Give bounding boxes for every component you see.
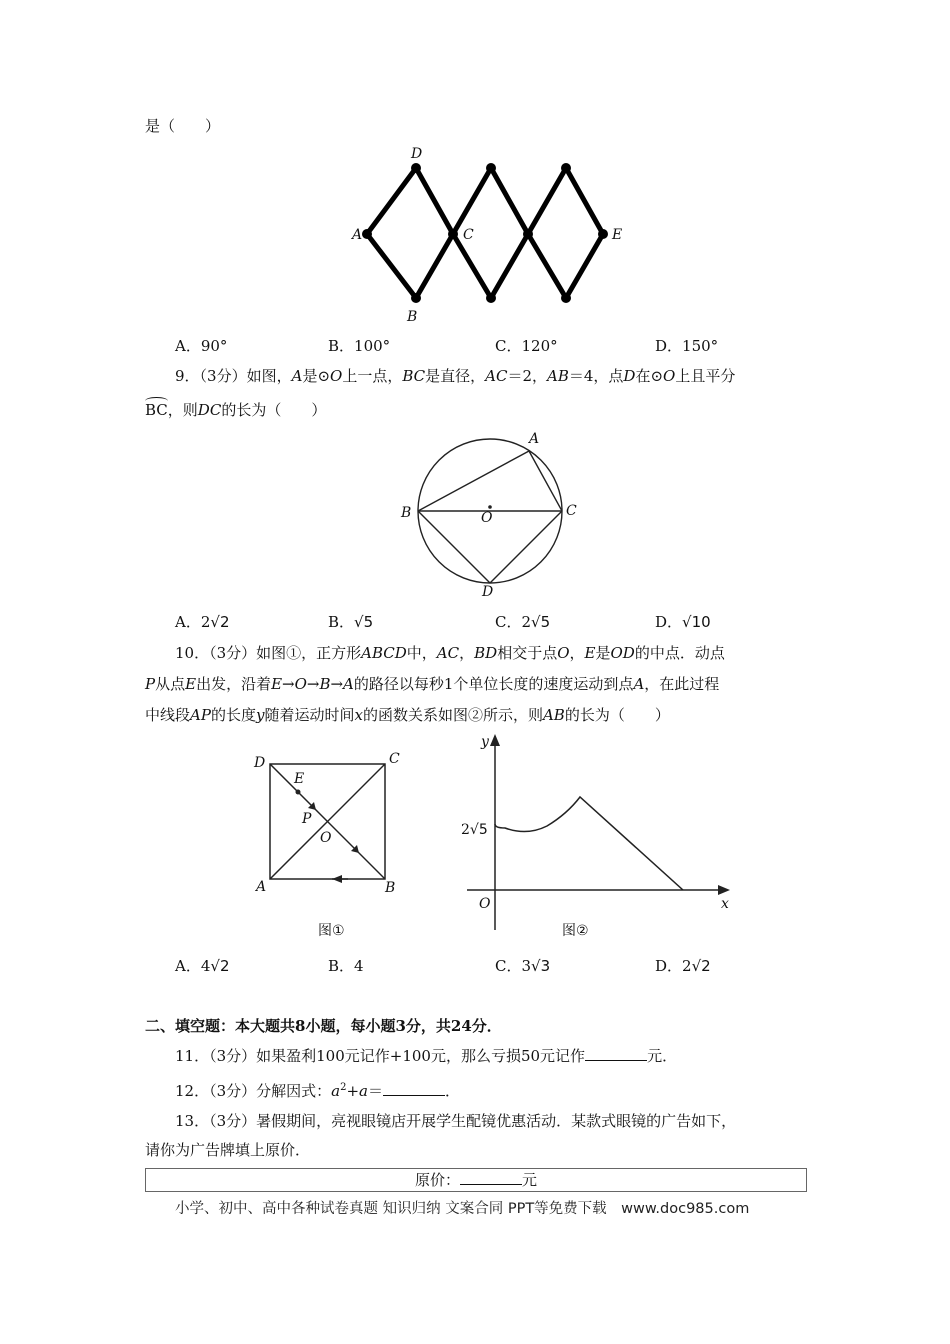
label-2root5: 2√5 [461, 822, 488, 838]
q13-line1: 13．（3分）暑假期间，亮视眼镜店开展学生配镜优惠活动．某款式眼镜的广告如下， [175, 1112, 737, 1130]
caption-fig1: 图① [318, 923, 345, 939]
label-c: C [463, 227, 474, 243]
q8-option-a: A．90° [175, 337, 228, 355]
q9-option-a: A．2√2 [175, 613, 230, 631]
label-d: D [482, 584, 494, 600]
label-o: O [320, 830, 332, 846]
section2-title: 二、填空题：本大题共8小题，每小题3分，共24分． [145, 1017, 502, 1035]
rhombus-1 [367, 168, 453, 298]
label-a: A [352, 227, 363, 243]
q10-line1: 10．（3分）如图①，正方形ABCD中，AC，BD相交于点O，E是OD的中点．动点 [175, 644, 725, 662]
q10-line2: P从点E出发，沿着E→O→B→A的路径以每秒1个单位长度的速度运动到点A，在此过程 [145, 675, 720, 693]
q10-line3: 中线段AP的长度y随着运动时间x的函数关系如图②所示，则AB的长为（ ） [145, 706, 670, 724]
label-a: A [529, 431, 540, 447]
rhombus-3 [528, 168, 603, 298]
q9-option-c: C．2√5 [495, 613, 551, 631]
q12: 12．（3分）分解因式：$a^2+a=$ ． [175, 1082, 461, 1100]
q8-rhombus-figure [350, 140, 640, 325]
q9-line1: 9．（3分）如图，A是⊙O上一点，BC是直径，AC＝2，AB＝4，点D在⊙O上且平分 [175, 367, 736, 385]
label-o: O [481, 510, 493, 526]
q10-square-figure [248, 745, 408, 945]
q10-option-d: D．2√2 [655, 957, 711, 975]
q11: 11．（3分）如果盈利100元记作+100元，那么亏损50元记作 元． [175, 1047, 678, 1065]
arc-bc: BC [145, 401, 168, 419]
q9-option-b: B．√5 [328, 613, 374, 631]
label-d: D [254, 755, 266, 771]
label-o: O [479, 896, 491, 912]
label-a: A [256, 879, 267, 895]
label-d: D [411, 146, 423, 162]
price-blank[interactable] [460, 1170, 522, 1185]
caption-fig2: 图② [562, 923, 589, 939]
q8-option-c: C．120° [495, 337, 558, 355]
q10-option-a: A．4√2 [175, 957, 230, 975]
q8-tail: 是（ ） [145, 117, 221, 135]
q9-option-d: D．√10 [655, 613, 711, 631]
q10-option-b: B．4 [328, 957, 364, 975]
q8-option-b: B．100° [328, 337, 391, 355]
label-e: E [294, 771, 305, 787]
q11-blank[interactable] [585, 1046, 647, 1061]
q12-blank[interactable] [383, 1081, 445, 1096]
label-b: B [385, 880, 396, 896]
q10-graph-figure [455, 730, 740, 945]
label-p: P [302, 811, 312, 827]
q13-line2: 请你为广告牌填上原价． [145, 1141, 311, 1159]
q10-option-c: C．3√3 [495, 957, 551, 975]
ad-board: 原价： 元 [145, 1168, 807, 1192]
label-b: B [407, 309, 418, 325]
q8-option-d: D．150° [655, 337, 719, 355]
footer-watermark: 小学、初中、高中各种试卷真题 知识归纳 文案合同 PPT等免费下载 www.doc985.com [175, 1201, 750, 1217]
label-y: y [481, 734, 489, 750]
q9-line2: BC，则DC的长为（ ） [145, 401, 327, 419]
label-e: E [612, 227, 623, 243]
label-c: C [389, 751, 400, 767]
label-b: B [401, 505, 412, 521]
label-c: C [566, 503, 577, 519]
label-x: x [721, 896, 729, 912]
q9-circle-figure [395, 425, 590, 600]
